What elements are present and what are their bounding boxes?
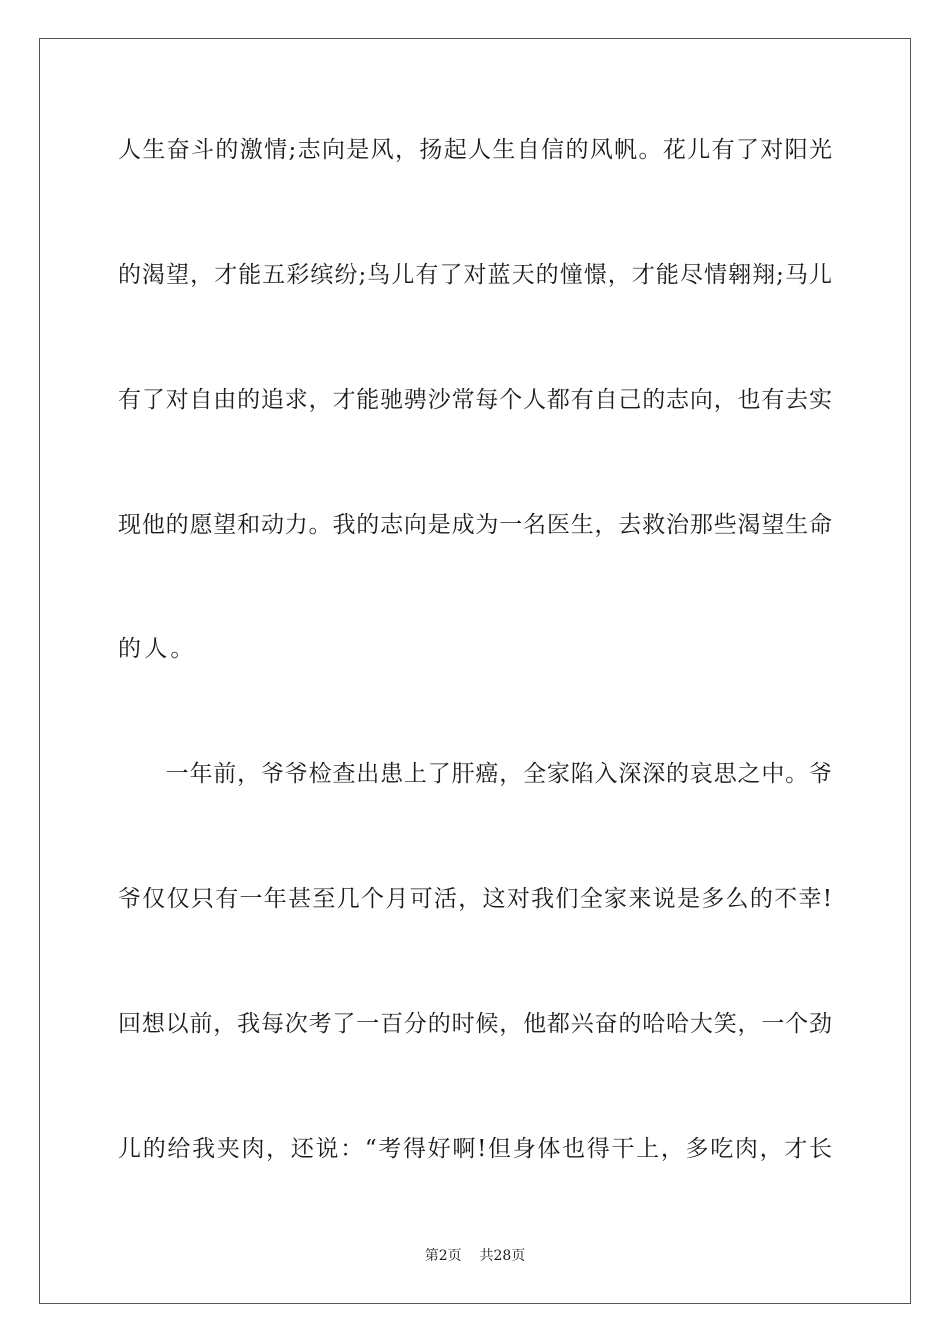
- page-border: [39, 38, 911, 1304]
- text-line-1: 人生奋斗的激情;志向是风，扬起人生自信的风帆。花儿有了对阳光: [118, 137, 832, 163]
- text-line-9: 儿的给我夹肉，还说：“考得好啊!但身体也得干上，多吃肉，才长: [118, 1136, 832, 1162]
- page-total: 共28页: [479, 1248, 526, 1264]
- text-line-4: 现他的愿望和动力。我的志向是成为一名医生，去救治那些渴望生命: [118, 512, 832, 538]
- text-line-8: 回想以前，我每次考了一百分的时候，他都兴奋的哈哈大笑，一个劲: [118, 1011, 832, 1037]
- text-line-2: 的渴望，才能五彩缤纷;鸟儿有了对蓝天的憧憬，才能尽情翱翔;马儿: [118, 262, 832, 288]
- page-number: 第2页: [424, 1248, 462, 1264]
- page-footer: [0, 1247, 950, 1265]
- text-line-6: 一年前，爷爷检查出患上了肝癌，全家陷入深深的哀思之中。爷: [118, 761, 832, 787]
- text-line-7: 爷仅仅只有一年甚至几个月可活，这对我们全家来说是多么的不幸!: [118, 886, 832, 912]
- text-line-3: 有了对自由的追求，才能驰骋沙常每个人都有自己的志向，也有去实: [118, 387, 832, 413]
- text-line-5: 的人。: [118, 636, 197, 662]
